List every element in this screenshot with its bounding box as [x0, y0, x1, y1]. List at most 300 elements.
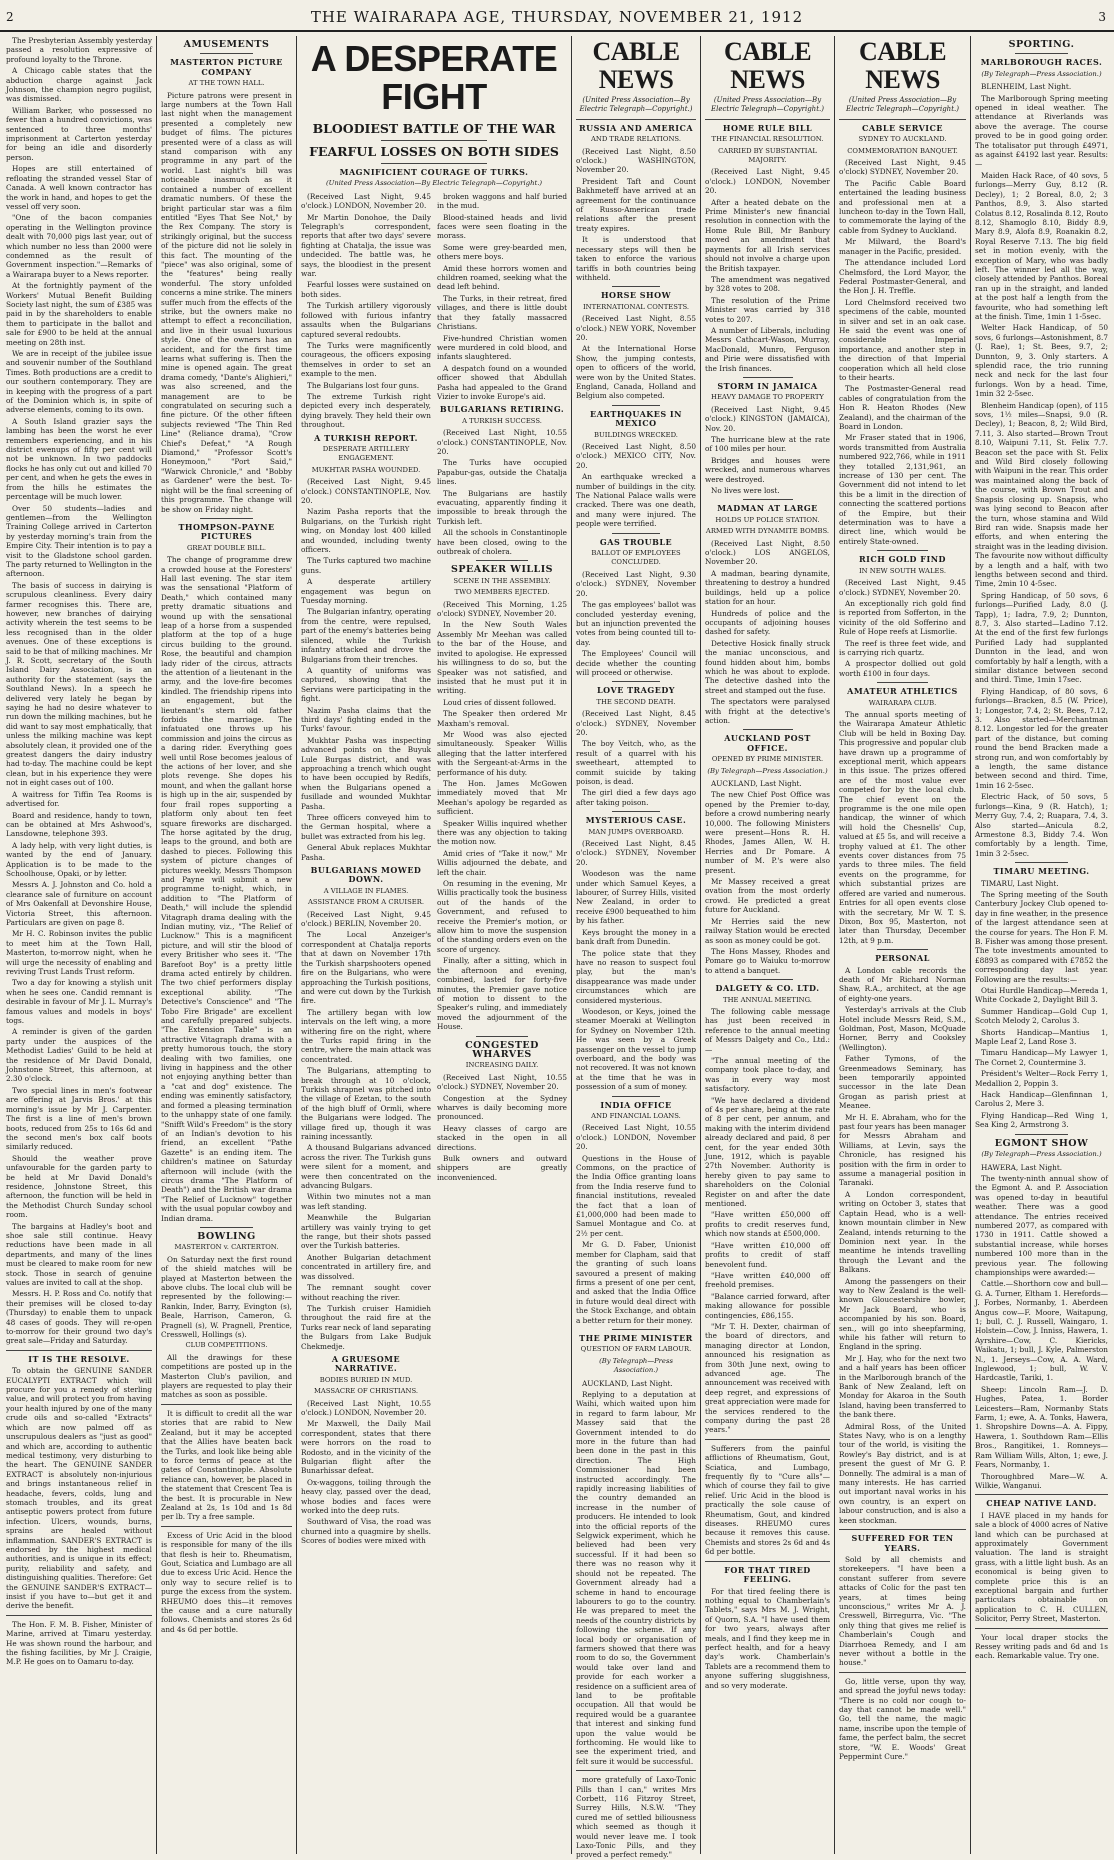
section-heading: MYSTERIOUS CASE. — [585, 815, 687, 826]
paragraph: Flying Handicap, of 80 sovs, 6 furlongs—Bracken, 8.5 (W. Price), 1; Longestor, 7.4, 2; St. Bees, 7.12, 3. Also started—Merchantman 8.12. Longestor led for the greater part of the distance, but coming round the bend Bracken made a strong run, and won comfortably by a length, the same distance between second and third. Time, 1min 16 2-5sec. — [975, 686, 1108, 790]
paragraph: Blenheim Handicap (open), of 115 sovs, 1½ miles—Snapsi, 9.0 (R. Decley), 1; Beacon, 8, 2; Wild Bird, 7.11, 3. Also started—Brown Trout 8.10, Waipuni 7.11, St. Felix 7.7. Beacon set the pace with St. Felix and Wild Bird closely following with Waipuni in the rear. This order was maintained along the back of the course, with Brown Trout and Snapsis closing up. Snapsis, who was lying second to Beacon after the turn, whose stamina and Wild Bird ran wide. Snapsis made her efforts, and when entering the straight was in the leading division. The favourite now without difficulty by a length and a half, with two lengths between second and third. Time, 2min 10 4-5sec. — [975, 400, 1108, 589]
subheading: SCENE IN THE ASSEMBLY. — [453, 576, 551, 585]
advertisement-heading: IT IS THE RESOLVE. — [28, 1353, 130, 1364]
paragraph: The Pacific Cable Board entertained the leading business and professional men at a luncheon to-day in the Town Hall, to commemorate the laying of the cable from Sydney to Auckland. — [839, 178, 966, 235]
section-heading: BOWLING — [197, 1230, 256, 1242]
paragraph: (Received Last Night, 8.45 o'clock.) SYDNEY, November 20. — [576, 709, 696, 737]
paragraph: After a heated debate on the Prime Minister's new financial resolution in connection with the Home Rule Bill, Mr Banbury moved an amendment that payments for all Irish services should not involve a charge upon the British taxpayer. — [705, 197, 830, 273]
column-6 — [835, 36, 970, 1856]
section-heading: PERSONAL — [875, 953, 930, 964]
divider — [877, 949, 928, 950]
section-heading: CONGESTED WHARVES — [465, 1039, 539, 1060]
paragraph: The boy Veitch, who, as the result of a quarrel with his sweetheart, attempted to commit suicide by taking poison, is dead. — [576, 739, 696, 786]
paragraph: (Received Last Night, 9.45 o'clock.) LONDON, November 20. — [705, 167, 830, 196]
paragraph: The girl died a few days ago after taking poison. — [576, 788, 696, 807]
paragraph: The change of programme drew a crowded house at the Foresters' Hall last evening. The star item was the sensational "Platform of Death," which contained many pretty dramatic situations and wound up with the sensational leap of a horse from a suspended platform at the top of a huge circus building to the ground. Rose, the beautiful and champion lady rider of the circus, attracts the attention of a lieutenant in the army, and the love-fire becomes kindled. The friendship ripens into an engagement, but the lieutenant's stern old father forbids the marriage. The infatuated one throws up his commission and joins the circus as a daring rider. Everything goes well until Rose becomes jealous of the actions of her lover, and she plots revenge. She dopes his mount, and when the gallant horse is high up in the air, suspended by four frail ropes supporting a platform only about ten feet square fireworks are discharged. The horse agitated by the drug, leaps to the ground, and both are dashed to pieces. Following this system of picture changes of pictures weekly, Messrs Thompson and Payne will submit a new programme to-night, which, in addition to "The Platform of Death," will include the splendid Vitagraph drama dealing with the Indian mutiny, viz., "The Relief of Lucknow." This is a magnificent picture, and will stir the blood of every Britisher who sees it. "The Barefoot Boy" is a pretty little drama acted entirely by children. The two chief performers display exceptional ability. "The Detective's Conscience" and "The Tobo Fire Brigade" are excellent and carefully prepared subjects. "The Extension Table" is an attractive Vitagraph drama with a pretty humorous touch, the story dealing with two families, one living in happiness and the other not enjoying anything better than a "cat and dog" existence. The ending was eminently satisfactory, and formed a pleasing termination to the unhappy state of one family. "Snifft Wild's Freedom" is the story of an Indian's devotion to his friend, an excellent "Pathe Gazette" is an ending item. The children's matinee on Saturday afternoon will include (with the circus drama "The Platform of Death") and the British war drama "The Relief of Lucknow" together with the usual popular cowboy and Indian drama. — [161, 555, 292, 1223]
paragraph: Cattle.—Shorthorn cow and bull—G. A. Turner, Eltham 1. Herefords—J. Forbes, Normanby, 1. Aberdeen Angus cow—F. Moore, Waitapung, 1; bull, C. J. Russell, Waingaro, 1. Holstein—Cow, J. Inniss, Hawera, 1. Ayrshire—Cow, C. Kiericks, Waikatu, 1; bull, J. Kyle, Palmerston N., 1. Jerseys—Cow, A. A. Ward, Inglewood, 1; bull, W. V. Hardcastle, Tariki, 1. — [975, 1279, 1108, 1383]
paragraph: The Turks, in their retreat, fired villages, and there is little doubt that they fatally massacred Christians. — [437, 293, 567, 332]
paragraph: Questions in the House of Commons, on the practice of the India Office granting loans from the India reserve fund to financial institutions, revealed the fact that a loan of £1,000,000 had been made to Samuel Montague and Co. at 2½ per cent. — [576, 1153, 696, 1238]
paragraph: Blood-stained heads and livid faces were seen floating in the morass. — [437, 212, 567, 241]
paragraph: Three officers conveyed him to the German hospital, where a bullet was extracted from his leg. — [301, 813, 431, 841]
subheading: MASSACRE OF CHRISTIANS. — [313, 1387, 419, 1396]
paragraph: Otai Hurdle Handicap—Mereda 1, White Cockade 2, Daylight Bill 3. — [975, 986, 1108, 1005]
paragraph: Mr H. C. Robinson invites the public to meet him at the Town Hall, Masterton, to-morrow night, when he will urge the necessity of enabling and reviving Trust Lands Trust reform. — [6, 929, 152, 976]
paragraph: Five-hundred Christian women were murdered in cold blood, and infants slaughtered. — [437, 333, 567, 362]
advertisement-heading: CHEAP NATIVE LAND. — [986, 1498, 1097, 1509]
paragraph: The amendment was negatived by 328 votes to 208. — [705, 274, 830, 294]
divider — [705, 1439, 830, 1440]
paragraph: A London cable records the death of Mr Richard Norman Shaw, R.A., architect, at the age of eighty-one years. — [839, 965, 966, 1003]
cable-news-heading: CABLE NEWS — [858, 37, 947, 94]
paragraph: The remnant sought cover without reaching the river. — [301, 1283, 431, 1302]
advertisement-heading: FOR THAT TIRED FEELING. — [724, 1564, 811, 1585]
divider — [612, 681, 660, 682]
newspaper-title: THE WAIRARAPA AGE, THURSDAY, NOVEMBER 21, 1912 — [310, 8, 804, 26]
paragraph: Sheep: Lincoln Ram—J. D. Hughes, Patea, 1. Border Leicesters—Ram, Normanby Stats Farm, 1; ewe, A. A. Tonks, Hawera, 1. Shropshire Downs—A. A. Fippy, Hawera, 1. Southdown Ram—Ellis Bros., Rangitikei, 1. Romneys—Ram William Wills, Alton, 1; ewe, J. Fears, Normanby, 1. — [975, 1384, 1108, 1470]
subheading: A VILLAGE IN FLAMES. — [323, 886, 409, 895]
paragraph: Woodeson was the name under which Samuel Keyes, a labourer, of Surrey Hills, visited New Zealand, in order to receive £900 bequeathed to him by his father. — [576, 869, 696, 926]
paragraph: At the International Horse Show, the jumping contests, open to officers of the world, were won by the United States. England, Canada, Holland and Belgium also competed. — [576, 344, 696, 401]
subheading: TWO MEMBERS EJECTED. — [454, 588, 550, 597]
paragraph: The twenty-ninth annual show of the Egmont A. and P. Association was opened to-day in beautiful weather. There was a good attendance. The entries received numbered 2077, as compared with 1730 in 1911. Cattle showed a substantial increase, while horses numbered 100 more than in the previous year. The following championships were awarded:— — [975, 1173, 1108, 1277]
divider — [612, 405, 660, 406]
credit-line: (United Press Association—By Electric Telegraph—Copyright.) — [325, 179, 543, 188]
paragraph: A waitress for Tiffin Tea Rooms is advertised for. — [6, 789, 152, 809]
paragraph: Mr Massey received a great ovation from the most orderly crowd. He predicted a great future for Auckland. — [705, 877, 830, 915]
subheading: WAIRARAPA CLUB. — [868, 698, 937, 707]
divider — [381, 163, 487, 164]
advertisement-text: Sufferers from the painful afflictions of Rheumatism, Gout, Sciatica, and Lumbago, frequently fly to "Cure alls"—which of course they fail to give relief. Uric Acid in the blood is practically the sole cause of Rheumatism, Gout, and kindred diseases. RHEUMO cures because it removes this cause. Chemists and stores 2s 6d and 4s 6d per bottle. — [705, 1443, 830, 1557]
paragraph: Messrs A. J. Johnston and Co. hold a clearance sale of furniture on account of Mrs Oakenfall at Devonshire House, Victoria Street, this afternoon. Particulars are given on page 8. — [6, 880, 152, 927]
subheading: GREAT DOUBLE BILL. — [187, 543, 266, 552]
section-heading: SPEAKER WILLIS — [450, 564, 554, 576]
paragraph: The Speaker then ordered Mr Maxham's removal. — [437, 709, 567, 728]
paragraph: The basis of success in dairying is scrupulous cleanliness. Every dairy farmer recognises this. There are, however, new branches of dairying activity wherein the test seems to be less recognised than in the older avenues. One of these exceptions is said to be that of milking machines. Mr J. R. Scott, secretary of the South Island Dairy Association, is an authority for the statement (says the Southland News). In a speech he delivered very lately he began by saying he had no desire whatever to run down the milking machines, but he did want to say most emphatically, that unless the milking machine was kept absolutely clean, it provided one of the greatest dangers the dairy industry had to-day. The machine could be kept clean, but in his experience they were not in eight cases out of 100. — [6, 580, 152, 788]
paragraph: Loud cries of dissent followed. — [443, 697, 557, 707]
paragraph: Messrs. H. P. Ross and Co. notify that their premises will be closed to-day (Thursday) to enable them to unpack 48 cases of goods. They will re-open to-morrow for their ground two day's great sale—Friday and Saturday. — [6, 1289, 152, 1346]
paragraph: Mr Fraser stated that in 1906, words transmitted from Australia numbered 922,766, while in 1911 they totalled 2,131,961, an increase of 130 per cent. The Government did not intend to let this be a limit in the direction of connecting the scattered portions of the Empire, but their determination was to have a direct line, which would be entirely State-owned. — [839, 433, 966, 546]
paragraph: AUCKLAND, Last Night. — [711, 779, 802, 788]
paragraph: William Barker, who possessed no fewer than a hundred convictions, was sentenced to three months' imprisonment at Carterton yesterday for being an idle and disorderly person. — [6, 105, 152, 162]
subheading: SYDNEY TO AUCKLAND. — [858, 135, 947, 144]
paragraph: A number of Liberals, including Messrs Cathcart-Wason, Murray, MacDonald, Munro, Ferguson and Pirie were dissatisfied with the Irish finances. — [705, 325, 830, 373]
paragraph: The gas employees' ballot was concluded yesterday evening, but an injunction prevented the votes from being counted till to-day. — [576, 600, 696, 647]
paragraph: (Received Last Night, 9.45 o'clock) SYDNEY, November 20. — [839, 158, 966, 177]
paragraph: Admiral Ross, of the United States Navy, who is on a lengthy tour of the world, is visiting the Rowley's Bay district, and is at present the guest of Mr G. P. Donnelly. The admiral is a man of many interests. He has carried out important naval works in his own country, is an expert on labour construction, and is also a keen stockman. — [839, 1421, 966, 1525]
divider — [200, 53, 252, 54]
subheading: ARMED WITH DYNAMITE BOMBS. — [705, 527, 830, 536]
paragraph: The Postmaster-General read cables of congratulation from the Hon R. Heaton Rhodes (New Zealand), and the chairman of the Board in London. — [839, 384, 966, 431]
subheading: A TURKISH SUCCESS. — [462, 416, 542, 425]
paragraph: BLENHEIM, Last Night. — [981, 82, 1072, 92]
subheading: BALLOT OF EMPLOYEES CONCLUDED. — [591, 549, 681, 567]
paragraph: The Hons Massey, Rhodes and Pomare go to Waiuku to-morrow to attend a banquet. — [705, 946, 830, 975]
paragraph: (Received This Morning, 1.25 o'clock) SYDNEY, November 20. — [437, 599, 567, 619]
subheading: ASSISTANCE FROM A CRUISER. — [307, 898, 424, 907]
divider — [612, 286, 660, 287]
section-heading: CABLE SERVICE — [862, 122, 943, 133]
paragraph: Heavy classes of cargo are stacked in the open in all directions. — [437, 1123, 567, 1152]
paragraph: broken waggons and half buried in the mud. — [437, 191, 567, 211]
paragraph: (Received Last Night, 10.55 o'clock.) CONSTANTINOPLE, Nov. 20. — [437, 428, 567, 456]
paragraph: Two special lines in men's footwear are offering at Jarvis Bros.' at this morning's issue by Mr J. Carpenter. The first is a line of men's brown boots, reduced from 25s to 16s 6d and the second men's box calf boots similarly reduced. — [6, 1085, 152, 1152]
paragraph: The Local Anzeiger's correspondent at Chatalja reports that at dawn on November 17th the Turkish sharpshooters opened fire on the Bulgarians, who were approaching the Turkish positions, and were cut down by the Turkish fire. — [301, 930, 431, 1006]
paragraph: Electric Hack, of 50 sovs, 5 furlongs—Kina, 9 (R. Hatch), 1; Merry Guy, 7.4, 2; Ruapara, 7.4, 3. Also started—Anicula 8.2, Armestone 8.3, Biddy 7.4. Won comfortably by a length. Time, 1min 3 2-5sec. — [975, 792, 1108, 858]
paragraph: Should the weather prove unfavourable for the garden party to be held at Mr David Donald's residence, Johnstone Street, this afternoon, the function will be held in the Methodist Church Sunday school room. — [6, 1153, 152, 1220]
divider — [612, 811, 660, 812]
paragraph: Mukhtar Pasha was inspecting advanced points on the Buyuk Lule Burgas district, and was approaching a trench which ought to have been occupied by Redifs, when the Bulgarians opened a fusillade and wounded Mukhtar Pasha. — [301, 735, 431, 811]
paragraph: A Chicago cable states that the abduction charge against Jack Johnson, the champion negro pugilist, was dismissed. — [6, 66, 152, 104]
paragraph: "We have declared a dividend of 4s per share, being at the rate of 8 per cent, per annum, and making with the interim dividend already declared and paid, 8 per cent, for the year ended 30th June, 1912, which is payable 27th November. Authority is hereby given to pay same to shareholders on the Colonial Register on and after the date mentioned. — [705, 1095, 830, 1209]
paragraph: A prospector dollied out gold worth £100 in four days. — [839, 659, 966, 678]
divider — [743, 499, 793, 500]
subheading: THE FINANCIAL RESOLUTION. — [711, 135, 824, 144]
section-heading: RUSSIA AND AMERICA — [578, 122, 694, 133]
divider — [161, 1526, 292, 1527]
paragraph: (Received Last Night, 10.55 o'clock.) SYDNEY, November 20. — [437, 1072, 567, 1092]
paragraph: Your local draper stocks the Ressey writing pads and 6d and 1s each. Remarkable value. Try one. — [975, 1632, 1108, 1661]
paragraph: "Mr T. H. Dexter, chairman of the board of directors, and managing director at London, announced his resignation as from 30th June next, owing to advanced age. The announcement was received with deep regret, and expressions of great appreciation were made for the services rendered to the company during the past 28 years." — [705, 1321, 830, 1435]
advertisement-text: Go, little verse, upon thy way, and spread the joyful news today: "There is no cold nor cough to-day that cannot be made well." Go, tell the name, the magic name, inscribe upon the temple of fame, the perfect balm, the secret store, "W. E. Woods' Great Peppermint Cure." — [839, 1676, 966, 1762]
subheading: A GRUESOME NARRATIVE. — [331, 1353, 401, 1374]
subheading: MASTERTON v. CARTERTON. — [174, 1243, 279, 1252]
subheading: INTERNATIONAL CONTESTS. — [582, 302, 690, 311]
section-heading: EGMONT SHOW — [994, 1137, 1089, 1149]
section-heading: EARTHQUAKES IN MEXICO — [590, 408, 682, 429]
subheading: COMMEMORATION BANQUET. — [847, 146, 958, 155]
paragraph: Shorts Handicap—Mantius 1, Maple Leaf 2, Land Rose 3. — [975, 1027, 1108, 1047]
divider — [381, 140, 487, 141]
paragraph: Bridges and houses were wrecked, and numerous wharves were destroyed. — [705, 455, 830, 484]
paragraph: A reminder is given of the garden party under the auspices of the Methodist Ladies' Guild to be held at the residence of Mr David Donald, Johnstone Street, this afternoon, at 2.30 o'clock. — [6, 1027, 152, 1084]
headline: A DESPERATE FIGHT — [310, 38, 558, 117]
subheading: TIMARU MEETING. — [993, 866, 1090, 877]
paragraph: Welter Hack Handicap, of 50 sovs, 6 furlongs—Astonishment, 8.7 (J. Rae), 1; St. Bees, 9.7, 2; Dunnton, 9, 3. Only starters. A splendid race, the trio running neck and neck for the last four furlongs. Won by a head. Time, 1min 32 2-5sec. — [975, 323, 1108, 399]
divider — [612, 1096, 660, 1097]
credit-line: (By Telegraph—Press Association.) — [599, 1356, 673, 1375]
advertisement-text: For that tired feeling there is nothing equal to Chamberlain's Tablets," says Mrs M. J. Wright, of Quorn, S.A. "I have used them for two years, always after meals, and I find they keep me in perfect health, and for a heavy day's work. Chamberlain's Tablets are a recommend them to anyone suffering sluggishness, and so very moderate. — [705, 1586, 830, 1690]
section-heading: STORM IN JAMAICA — [717, 380, 818, 391]
divider — [877, 550, 928, 551]
paragraph: Président's Welter—Rock Ferry 1, Medallion 2, Poppin 3. — [975, 1069, 1108, 1088]
subheading: THOMPSON-PAYNE PICTURES — [178, 521, 275, 542]
section-heading: DALGETY & CO. LTD. — [715, 983, 820, 994]
credit-line: (By Telegraph—Press Association.) — [707, 766, 828, 775]
subheading: BULGARIANS RETIRING. — [439, 404, 565, 415]
paragraph: Mr Martin Donohoe, the Daily Telegraph's correspondent, reports that after two days' severe fighting at Chatalja, the issue was undecided. The battle was, he says, the bloodiest in the present war. — [301, 212, 431, 279]
paragraph: (Received Last Night, 10.55 o'clock.) LONDON, November 20. — [301, 1398, 431, 1417]
paragraph: Congestion at the Sydney wharves is daily becoming more pronounced. — [437, 1093, 567, 1122]
cable-news-heading: CABLE NEWS — [592, 37, 680, 94]
advertisement-heading: SUFFERED FOR TEN YEARS. — [851, 1533, 954, 1553]
subheading: MASTERTON PICTURE COMPANY — [170, 57, 283, 77]
subheading: CLUB COMPETITIONS. — [185, 1341, 268, 1350]
divider — [839, 1529, 966, 1530]
paragraph: The reef is three feet wide, and is carrying rich quartz. — [839, 638, 966, 657]
paragraph: Detective Hosick finally struck the maniac unconscious, and found hidden about him, bombs which he was about to explode. The detective dashed into the street and stamped out the fuse. — [705, 638, 830, 695]
paragraph: (Received Last Night, 8.50 o'clock.) WASHINGTON, November 20. — [576, 146, 696, 175]
credit-line: (United Press Association—By Electric Telegraph—Copyright.) — [846, 96, 959, 114]
divider — [877, 682, 928, 683]
paragraph: The Bulgarian infantry, operating from the centre, were repulsed, part of the enemy's batteries being silenced, while the Turkish infantry attacked and drove the Bulgarians from their trenches. — [301, 607, 431, 664]
paragraph: A thousand Bulgarians advanced across the river. The Turkish guns were silent for a moment, and were then concentrated on the advancing Bulgars. — [301, 1143, 431, 1191]
subheading: MAN JUMPS OVERBOARD. — [588, 827, 684, 836]
paragraph: Father Tymons, of the Greenmeadows Seminary, has been temporarily appointed successor in the late Dean Grogan as parish priest at Meanee. — [839, 1054, 966, 1111]
paragraph: "Balance carried forward, after making allowance for possible contingencies, £86,155. — [705, 1291, 830, 1320]
paragraph: Mr G. D. Faber, Unionist member for Clapham, said that the granting of such loans savoured a present of making firms a present of one per cent, and asked that the India Office in future would deal direct with the Stock Exchange, and obtain a better return for their money. — [576, 1240, 696, 1325]
column-7 — [971, 36, 1112, 1856]
paragraph: (Received Last Night, 10.55 o'clock.) LONDON, November 20. — [576, 1123, 696, 1152]
divider — [839, 119, 966, 120]
paragraph: (Received Last Night, 8.50 o'clock.) LOS ANGELOS, November 20. — [705, 538, 830, 567]
section-heading: LOVE TRAGEDY — [597, 685, 675, 696]
divider — [1015, 53, 1068, 54]
section-heading: INDIA OFFICE — [600, 1099, 672, 1110]
paragraph: We are in receipt of the jubilee issue and souvenir number of the Southland Times. Both productions are a credit to our southern contemporary. They are in keeping with the progress of a part of the Dominion which is, in spite of adverse elements, coming to its own. — [6, 349, 152, 415]
subheading: THE SECOND DEATH. — [596, 697, 676, 706]
paragraph: Finally, after a sitting, which in the afternoon and evening, combined, lasted for forty-five minutes, the Premier gave notice of motion to dissent to the Speaker's ruling, and immediately moved the adjournment of the House. — [437, 956, 567, 1032]
credit-line: (By Telegraph—Press Association.) — [981, 1150, 1102, 1159]
divider — [743, 729, 793, 730]
divider — [576, 119, 696, 120]
subheading: QUESTION OF FARM LABOUR. — [580, 1345, 692, 1354]
paragraph: The Employees' Council will decide whether the counting will proceed or otherwise. — [576, 649, 696, 677]
paragraph: AUCKLAND, Last Night. — [582, 1378, 673, 1388]
paragraph: It is understood that necessary steps will then be taken to enforce the various tariffs in both countries being withheld. — [576, 235, 696, 282]
paragraph: "Have written £50,000 off profits to credit reserves fund, which now stands at £500,000. — [705, 1210, 830, 1239]
masthead — [0, 0, 1114, 32]
paragraph: The Bulgarians, attempting to break through at 10 o'clock, Turkish shrapnel was pitched into the village of Ezetan, to the south of the high bluff of Ormli, where the Bulgarians were lodged. The village fired up, though it was raining incessantly. — [301, 1066, 431, 1141]
paragraph: Hundreds of police and the occupants of adjoining houses dashed for safety. — [705, 608, 830, 637]
credit-line: (By Telegraph—Press Association.) — [981, 69, 1102, 78]
advertisement-text: To obtain the GENUINE SANDER EUCALYPTI EXTRACT which will procure for you a remedy of sterling value, and will protect you from having your health injured by one of the many crude oils and so-called "Extracts" which are now palmed off as unscrupulous dealers as "just as good" and which are, according to authentic medical testimony, very disturbing to the heart. The GENUINE SANDER EXTRACT is absolutely non-injurious and brings instantaneous relief in headache, fevers, colds, lung and stomach troubles, and its great antiseptic powers protect from future infection. Ulcers, wounds, burns, sprains are healed without inflammation. SANDER'S EXTRACT is endorsed by the highest medical authorities, and is unique in its effect; purity, reliability and safety, and distinguishing qualities. Therefore: Get the GENUINE SANDER'S EXTRACT—insist if you have to—but get it and derive the benefit. — [6, 1366, 152, 1611]
paragraph: A quantity of uniforms was captured, showing that the Servians were participating in the fight. — [301, 665, 431, 704]
paragraph: Mr Wood was also ejected simultaneously. Speaker Willis alleging that the latter interfered with the Sergeant-at-Arms in the performance of his duty. — [437, 729, 567, 777]
subheading: BUILDINGS WRECKED. — [594, 430, 678, 439]
subheading: BODIES BURIED IN MUD. — [319, 1375, 413, 1384]
paragraph: Nazim Pasha reports that the Bulgarians, on the Turkish right wing, on Monday lost 400 killed and wounded, including twenty officers. — [301, 507, 431, 555]
credit-line: (United Press Association—By Electric Telegraph—Copyright.) — [711, 96, 824, 114]
subheadline: BLOODIEST BATTLE OF THE WAR — [312, 121, 556, 136]
paragraph: Board and residence, handy to town, can be obtained at Mrs Ashwood's, Lansdowne, telephone 393. — [6, 810, 152, 839]
paragraph: General Abuk replaces Mukhtar Pasha. — [301, 843, 431, 862]
paragraph: Timaru Handicap—My Lawyer 1, The Cornet 2, Countermine 3. — [975, 1048, 1108, 1067]
paragraph: Maiden Hack Race, of 40 sovs, 5 furlongs—Merry Guy, 8.12 (R. Decley), 1; 2 Boreal, 8.0, 2; 3 Panthos, 8.9, 3. Also started Colatus 8.12, Rosalinda 8.12, Routo 8.12, Shamoglo 8.10, Biddy 8.9, Mary 8.9, Alofa 8.9, Roanakin 8.2, Royal Reserve 7.13. The big field set in motion evenly, with the exception of Mary, who was badly left. The winner led all the way, closely attended by Panthos. Boreal ran up in the straight, and landed at the post half a length from the favourite, who had something left at the finish. Time, 1min 1 1-5sec. — [975, 170, 1108, 321]
paragraph: On Saturday next the first round of the shield matches will be played at Masterton between the above clubs. The local club will be represented by the following:—Rankin, Inder, Barry, Evington (s), Beale, Harrison, Cameron, G. Pragnell (s), W. Pragnell, Prentice, Cresswell, Hollings (s). — [161, 1254, 292, 1340]
paragraph: The Presbyterian Assembly yesterday passed a resolution expressive of profound loyalty to the Throne. — [6, 36, 152, 64]
paragraph: A madman, bearing dynamite, threatening to destroy a hundred buildings, held up a police station for an hour. — [705, 568, 830, 607]
paragraph: Two a day for knowing a stylish unit when he sees one. Candid remnant is desirable in favour of Mr J. L. Murray's famous values and models in boys' togs. — [6, 978, 152, 1026]
paragraph: A desperate artillery engagement was begun on Tuesday morning. — [301, 577, 431, 606]
subheading: INCREASING DAILY. — [465, 1061, 539, 1070]
paragraph: "One of the bacon companies operating in the Wellington province dealt with 70,000 pigs last year, out of which number no less than 2000 were condemned as the result of Government inspection."—Remarks of a Wairarapa buyer to a News reporter. — [6, 213, 152, 279]
paragraph: No lives were lost. — [711, 486, 780, 496]
column-1 — [2, 36, 156, 1856]
divider — [6, 1615, 152, 1616]
paragraph: Fearful losses were sustained on both sides. — [301, 280, 431, 299]
divider — [200, 518, 252, 519]
paragraph: The extreme Turkish right depicted every inch desperately, dying bravely. They held their own throughout. — [301, 391, 431, 430]
paragraph: (Received Last Night, 9.45 o'clock.) CONSTANTINOPLE, Nov. 20. — [301, 477, 431, 505]
paragraph: Thoroughbred Mare—W. A. Wilkie, Wanganui. — [975, 1471, 1108, 1490]
paragraph: Mr Herries said the new railway Station would be erected as soon as money could be got. — [705, 916, 830, 945]
paragraph: Among the passengers on their way to New Zealand is the well-known Gloucestershire bowler, Mr Jack Board, who is accompanied by his son. Board, sen., will go into sheepfarming, while his father will return to England in the spring. — [839, 1276, 966, 1352]
section-heading: AUCKLAND POST OFFICE. — [724, 733, 811, 753]
paragraph: Replying to a deputation at Waihi, which waited upon him in regard to farm labour, Mr Massey said that the Government intended to do more in the future than had been done in the past in this direction. The High Commissioner had been instructed accordingly. The rapidly increasing liabilities of the country demanded an increase in the number of producers. He intended to look into the official reports of the Selgwick experiment, which he believed had been very successful. If it had been so there was no reason why it should not be repeated. The Government already had a scheme in hand to encourage labourers to go to the country. He was prepared to meet the needs of the country districts by following the scheme. If any local body or organisation of farmers showed that there was room to do so, the Government would take over land and provide for each worker a residence on a sufficient area of land to be profitable occupation. All that would be required would be a guarantee that interest and sinking fund upon the value would be forthcoming. He would like to see the experiment tried, and felt sure it would be successful. — [576, 1389, 696, 1766]
paragraph: An exceptionally rich gold find is reported from Sofferton, in the vicinity of the old Sofferino and Rule of Hope reefs at Lismorlie. — [839, 598, 966, 637]
divider — [705, 119, 830, 120]
paragraph: The bargains at Hadley's boot and shoe sale still continue. Heavy reductions have been made in all departments, and many of the lines must be cleared to make room for new stock. Those in search of genuine values are invited to call at the shop. — [6, 1221, 152, 1287]
paragraph: (Received Last Night, 9.45 o'clock.) LONDON, November 20. — [301, 191, 431, 211]
subheading: THE ANNUAL MEETING. — [723, 995, 812, 1004]
paragraph: Some were grey-bearded men, others mere boys. — [437, 242, 567, 262]
divider — [612, 533, 660, 534]
col1-paragraphs — [6, 36, 152, 1346]
paragraph: In the New South Wales Assembly Mr Meehan was called to the bar of the House, and invited to apologise. He expressed his willingness to do so, but the Speaker was not satisfied, and insisted that he must put it in writing. — [437, 620, 567, 696]
section-heading: AMATEUR ATHLETICS — [847, 686, 958, 697]
paragraph: Mr J. Hay, who for the next two and a half years has been officer in the Marlborough branch of the Bank of New Zealand, left on Monday for Akaroa in the South Island, having been transferred to the bank there. — [839, 1353, 966, 1420]
paragraph: Southward of Visa, the road was churned into a quagmire by shells. Scores of bodies were mixed with — [301, 1517, 431, 1546]
subheading: CARRIED BY SUBSTANTIAL MAJORITY. — [718, 146, 817, 165]
page-number-left: 2 — [6, 10, 14, 24]
paragraph: (Received Last Night, 9.45 o'clock.) KINGSTON (JAMAICA), Nov. 20. — [705, 404, 830, 433]
section-heading: AMUSEMENTS — [183, 39, 270, 50]
paragraph: Amid these horrors women and children roamed, seeking what the dead left behind. — [437, 263, 567, 292]
paragraph: Nazim Pasha claims that the third days' fighting ended in the Turks' favour. — [301, 705, 431, 734]
story-right — [437, 192, 567, 1548]
divider — [839, 1672, 966, 1673]
subheading: OPENED BY PRIME MINISTER. — [711, 755, 824, 764]
paragraph: The new Chief Post Office was opened by the Premier to-day, before a crowd numbering nearly 10,000. The following Ministers were present—Hons R. H. Rhodes, James Allen, W. H. Herries and Dr Pomare. A number of M. P.'s were also present. — [705, 790, 830, 875]
divider — [705, 1561, 830, 1562]
paragraph: The Hon. F. M. B. Fisher, Minister of Marine, arrived at Timaru yesterday. He was shown round the harbour, and the fishing facilities, by Mr J. Craigie, M.P. He goes on to Oamaru to-day. — [6, 1619, 152, 1667]
paragraph: Amid cries of "Take it now," Mr Willis adjourned the debate, and left the chair. — [437, 848, 567, 877]
paragraph: A London correspondent, writing on October 3, states that Captain Head, who is a well-known mountain climber in New Zealand, intends returning to the Dominion next year. In the meantime he intends travelling through the Levant and the Balkans. — [839, 1189, 966, 1275]
paragraph: It is difficult to credit all the war stories that are rabid to New Zealand, but it may be accepted that the Allies have beaten back the Turks, and look like being able to force terms of peace at the gates of Constantinople. Absolute reliance can, however, be placed in the statement that Crescent Tea is the best. It is procurable in New Zealand at 2s, 1s 10d and 1s 8d per lb. Try a free sample. — [161, 1408, 292, 1522]
paragraph: The Turkish cruiser Hamidieh throughout the raid fire at the Turks rear neck of land separating the Bulgars from Lake Budjuk Chekmedje. — [301, 1303, 431, 1351]
paragraph: "The annual meeting of the company took place to-day, and was in every way most satisfactory. — [705, 1055, 830, 1094]
divider — [576, 1770, 696, 1771]
paragraph: The hurricane blew at the rate of 100 miles per hour. — [705, 435, 830, 454]
subheading: HOLDS UP POLICE STATION. — [715, 515, 820, 524]
subheading: AT THE TOWN HALL. — [188, 79, 265, 88]
paragraph: A despatch found on a wounded officer showed that Abdullah Pasha had appealed to the Grand Vizier to invoke Europe's aid. — [437, 363, 567, 401]
divider — [476, 1036, 528, 1037]
paragraph: (Received Last Night, 8.55 o'clock.) NEW YORK, November 20. — [576, 314, 696, 342]
divider — [1015, 862, 1068, 863]
paragraph: The Turks were magnificently courageous, the officers exposing themselves in order to set an example to the men. — [301, 340, 431, 379]
paragraph: A South Island grazier says the lambing has been the worst he ever remembers experiencing, and in his district ewenups of fifty per cent will not be unknown. In two paddocks flocks he has only cut out and killed 70 per cent, and when he gets the ewes in from the hills he estimates the percentage will be much lower. — [6, 416, 152, 502]
divider — [200, 1227, 252, 1228]
subheading: MUKHTAR PASHA WOUNDED. — [311, 465, 421, 474]
section-heading: RICH GOLD FIND — [859, 554, 946, 565]
section-heading: SPORTING. — [1008, 39, 1075, 50]
paragraph: Summer Handicap—Gold Cup 1, Scotch Melody 2, Carolus 3. — [975, 1006, 1108, 1026]
paragraph: "Have written £10,000 off profits to credit of staff benevolent fund. — [705, 1240, 830, 1269]
paragraph: HAWERA, Last Night. — [981, 1162, 1063, 1172]
paragraph: The police state that they have no reason to suspect foul play, but the man's disappearance was made under circumstances which are considered mysterious. — [576, 948, 696, 1005]
paragraph: The artillery began with low intervals on the left wing, a more withering fire on the right, where the Turks rapid firing in the centre, where the main attack was concentrated. — [301, 1007, 431, 1064]
column-2 — [157, 36, 296, 1856]
divider — [612, 1329, 660, 1330]
paragraph: Bulk owners and outward shippers are greatly inconvenienced. — [437, 1154, 567, 1182]
divider — [975, 1494, 1108, 1495]
subheading: IN NEW SOUTH WALES. — [858, 566, 947, 575]
paragraph: The Hon. James McGowen immediately moved that Mr Meehan's apology be regarded as sufficient. — [437, 778, 567, 817]
subheading: DESPERATE ARTILLERY ENGAGEMENT. — [322, 444, 410, 463]
paragraph: more gratefully of Laxo-Tonic Pills than I can," writes Mrs Corbett, 116 Fitzroy Street, Surrey Hills, N.S.W. "They cured me of settled biliousness which seemed as though it would never leave me. I took Laxo-Tonic Pills, and they proved a perfect remedy." — [576, 1775, 696, 1860]
divider — [161, 1404, 292, 1405]
paragraph: On resuming in the evening, Mr Willis practically took the business out of the hands of the Government, and refused to receive the Premier's motion, or allow him to move the suspension of the standing orders even on the score of urgency. — [437, 879, 567, 954]
paragraph: The resolution of the Prime Minister was carried by 318 votes to 207. — [705, 295, 830, 324]
subheading: AND TRADE RELATIONS. — [590, 135, 682, 144]
column-4 — [572, 36, 700, 1860]
paragraph: The Turkish artillery vigorously followed with furious infantry assaults when the Bulgarians captured several redoubts. — [301, 301, 431, 339]
paragraph: Mr H. E. Abraham, who for the past four years has been manager for Messrs Abraham and Williams, at Levin, says the Chronicle, has resigned his position with the firm in order to assume a managerial position in Taranaki. — [839, 1112, 966, 1188]
paragraph: Flying Handicap—Red Wing 1, Sea King 2, Armstrong 3. — [975, 1110, 1108, 1130]
paragraph: The following cable message has just been received in reference to the annual meeting of Messrs Dalgety and Co., Ltd.:— — [705, 1006, 830, 1054]
paragraph: Yesterday's arrivals at the Club Hotel include Messrs Reid, S.M., Goldman, Post, Mason, McQuade Horner, Berry and Cooksley (Wellington). — [839, 1005, 966, 1052]
page-number-right: 3 — [1098, 10, 1106, 24]
paragraph: The Bulgarians are hastily evacuating, apparently finding it impossible to break through the Turkish left. — [437, 488, 567, 526]
paragraph: The annual sports meeting of the Wairarapa Amateur Athletic Club will be held in Boxing Day. This progressive and popular club have drawn up a programme of exceptional merit, which appears in this issue. The prizes offered are of the most value ever competed for by the local club. The chief event on the programme is the one mile open handicap, the winner of which will hold the Chesnells' Cup, valued at £5 5s, and will receive a trophy valued at £1. The other events cover distances from 75 yards to three miles. The field events on the programme, for which substantial prizes are offered are varied and numerous. Entries for all open events close with the secretary, Mr W. T. S. Dixon, Box 95, Masterton, not later than Thursday, December 12th, at 9 p.m. — [839, 709, 966, 945]
paragraph: Meanwhile the Bulgarian artillery was vainly trying to get the range, but their shots passed over the Turkish batteries. — [301, 1213, 431, 1251]
paragraph: (Received Last Night, 9.30 o'clock.) SYDNEY, November 20. — [576, 569, 696, 598]
paragraph: The Marlborough Spring meeting opened in ideal weather. The attendance at Riverlands was above the average. The course proved to be in good going order. The totalisator put through £4971, as against £4192 last year. Results:— — [975, 93, 1108, 169]
advertisement-text: I HAVE placed in my hands for sale a block of 4000 acres of Native land which can be purchased at approximately Government valuation. The land is straight grass, with a little light bush. As an economical is being given to complete price this is an exceptional bargain and further particulars obtainable on application to C. H. CULLEN, Solicitor, Perry Street, Masterton. — [975, 1510, 1108, 1624]
section-heading: HORSE SHOW — [600, 290, 672, 301]
paragraph: An earthquake wrecked a number of buildings in the city. The National Palace walls were cracked. There was one death, and many were injured. The people were terrified. — [576, 472, 696, 529]
subheading: BULGARIANS MOWED DOWN. — [310, 865, 422, 885]
paragraph: "Have written £40,000 off freehold premises. — [705, 1270, 830, 1290]
paragraph: Picture patrons were present in large numbers at the Town Hall last night when the management presented a completely new budget of films. The pictures presented were of a class as will stand comparison with any programme in any part of the world. Last night's bill was noticeable inasmuch as it contained a number of excellent dramatic numbers. Of these the bright particular star was a film entitled "Eyes That See Not," by the Rex Company. The story is strikingly original, but the success of the picture did not lie solely in this fact. The mounting of the "piece" was also original, some of the "features" being really wonderful. The story unfolded concerns a mine strike. The miners suffer much from the effects of the strike, but the owners make no attempt to effect a reconciliation, and live in their usual luxurious style. One of the owners has an accident, and for the first time learns what suffering is. Then the mine is opened again. The great drama comedy, "Dante's Alighieri," was also screened, and the management are to be congratulated on securing such a fine picture. Of the other fifteen subjects reviewed "The Thin Red Line" (Reliance drama), "Crow Chief's Defeat," "A Rough Diamond," "Professor Scott's Honeymoon," "Port Said," "Warwick Chronicle," and "Bobby as Gardener" were the best. To-night will be the final screening of this programme. The change will be show on Friday night. — [161, 90, 292, 514]
paragraph: Mr Maxwell, the Daily Mail correspondent, states that there were horrors on the road to Rodosto, and in the vicinity of the Bulgarian flight after the Bunarhissar defeat. — [301, 1419, 431, 1476]
paragraph: (Received Last Night, 8.50 o'clock.) MEXICO CITY, Nov. 20. — [576, 442, 696, 470]
story-columns — [301, 192, 567, 1548]
section-heading: MADMAN AT LARGE — [717, 503, 818, 514]
divider — [975, 1628, 1108, 1629]
paragraph: Woodeson, or Keys, joined the steamer Moeraki at Wellington for Sydney on November 12th. He was seen by a Greek passenger on the vessel to jump overboard, and the body was not recovered. It was not known at the time that he was in possession of a sum of money. — [576, 1006, 696, 1092]
subheadline: MAGNIFICIENT COURAGE OF TURKS. — [339, 167, 529, 177]
subheadline: FEARFUL LOSSES ON BOTH SIDES — [309, 144, 559, 159]
paragraph: All the drawings for these competitions are posted up in the Masterton Club's pavilion, and players are requested to play their matches as soon as possible. — [161, 1352, 292, 1400]
paragraph: The Bulgarians lost four guns. — [307, 380, 420, 390]
paragraph: Mr Milward, the Board's manager in the Pacific, presided. — [839, 237, 966, 256]
advertisement-text: Sold by all chemists and storekeepers. "I have been a constant sufferer from severe attacks of Colic for the past ten years, at times being unconscious," writes Mr A. J. Cresswell, Birregurra, Vic. "The only thing that gives me relief is Chamberlain's Cough and Diarrhoea Remedy, and I am never without a bottle in the house." — [839, 1554, 966, 1668]
paragraph: At the fortnightly payment of the Workers' Mutual Benefit Building Society last night, the sum of £385 was paid in by the shareholders to enable them to participate in the ballot and sale for £900 to be held at the annual meeting on 28th inst. — [6, 281, 152, 347]
divider — [6, 1350, 152, 1351]
column-3 — [297, 36, 571, 1856]
subheading: AND FINANCIAL LOANS. — [591, 1112, 681, 1120]
paragraph: (Received Last Night, 9.45 o'clock.) SYDNEY, November 20. — [839, 578, 966, 597]
subheading: A TURKISH REPORT. — [314, 432, 418, 443]
paragraph: All the schools in Constantinople have been closed, owing to the outbreak of cholera. — [437, 528, 567, 557]
paragraph: The Turks have occupied Papabur-gas, outside the Chatalja lines. — [437, 458, 567, 487]
column-5 — [701, 36, 834, 1856]
divider — [476, 560, 528, 561]
subheading: HEAVY DAMAGE TO PROPERTY — [711, 393, 824, 402]
paragraph: Over 50 students—ladies and gentlemen—from the Wellington Training College arrived in Carterton by yesterday morning's train from the Empire City. Their intention is to pay a visit to the Gladstone school garden. The party returned to Wellington in the afternoon. — [6, 503, 152, 579]
credit-line: (United Press Association—By Electric Telegraph—Copyright.) — [579, 96, 693, 114]
divider — [743, 979, 793, 980]
paragraph: TIMARU, Last Night. — [981, 878, 1059, 888]
section-heading: THE PRIME MINISTER — [579, 1332, 693, 1343]
paragraph: (Received Last Night, 8.45 o'clock.) SYDNEY, November 20. — [576, 839, 696, 867]
paragraph: The Spring meeting of the South Canterbury Jockey Club opened to-day in fine weather, in the presence of the largest attendance seen at the course for years. The Hon F. M. B. Fisher was among those present. The tote investments amounted to £8893 as compared with £7852 the corresponding day last year. Following are the results:— — [975, 889, 1108, 984]
paragraph: A lady help, with very light duties, is wanted by the end of January. Application is to be made to the Schoolhouse, Opaki, or by letter. — [6, 840, 152, 878]
paragraph: Another Bulgarian detachment concentrated in artillery fire, and was dissolved. — [301, 1252, 431, 1281]
paragraph: Hopes are still entertained of refloating the stranded vessel Star of Canada. A well known contractor has the work in hand, and hopes to get the vessel off very soon. — [6, 164, 152, 211]
